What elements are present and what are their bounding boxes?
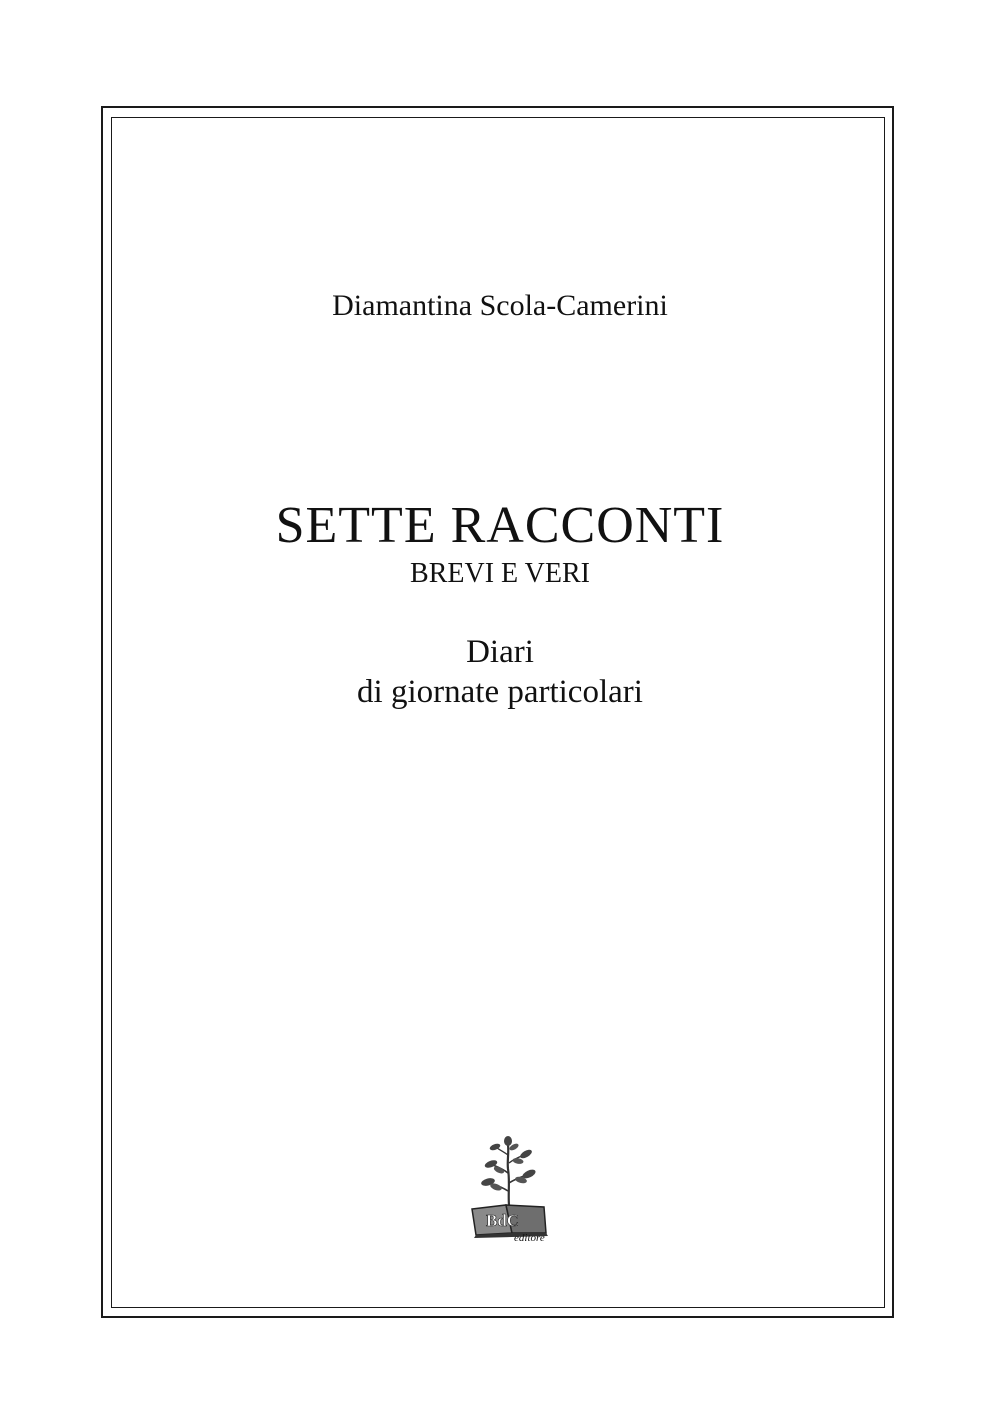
logo-letters: BdC <box>486 1211 520 1230</box>
logo-word: editore <box>514 1232 545 1241</box>
publisher-logo <box>466 1135 552 1241</box>
description-line-1: Diari <box>466 634 534 670</box>
book-title: SETTE RACCONTI <box>275 497 725 554</box>
description-line-2: di giornate particolari <box>357 674 643 710</box>
book-subtitle: BREVI E VERI <box>410 558 590 589</box>
author-name: Diamantina Scola-Camerini <box>332 289 668 322</box>
